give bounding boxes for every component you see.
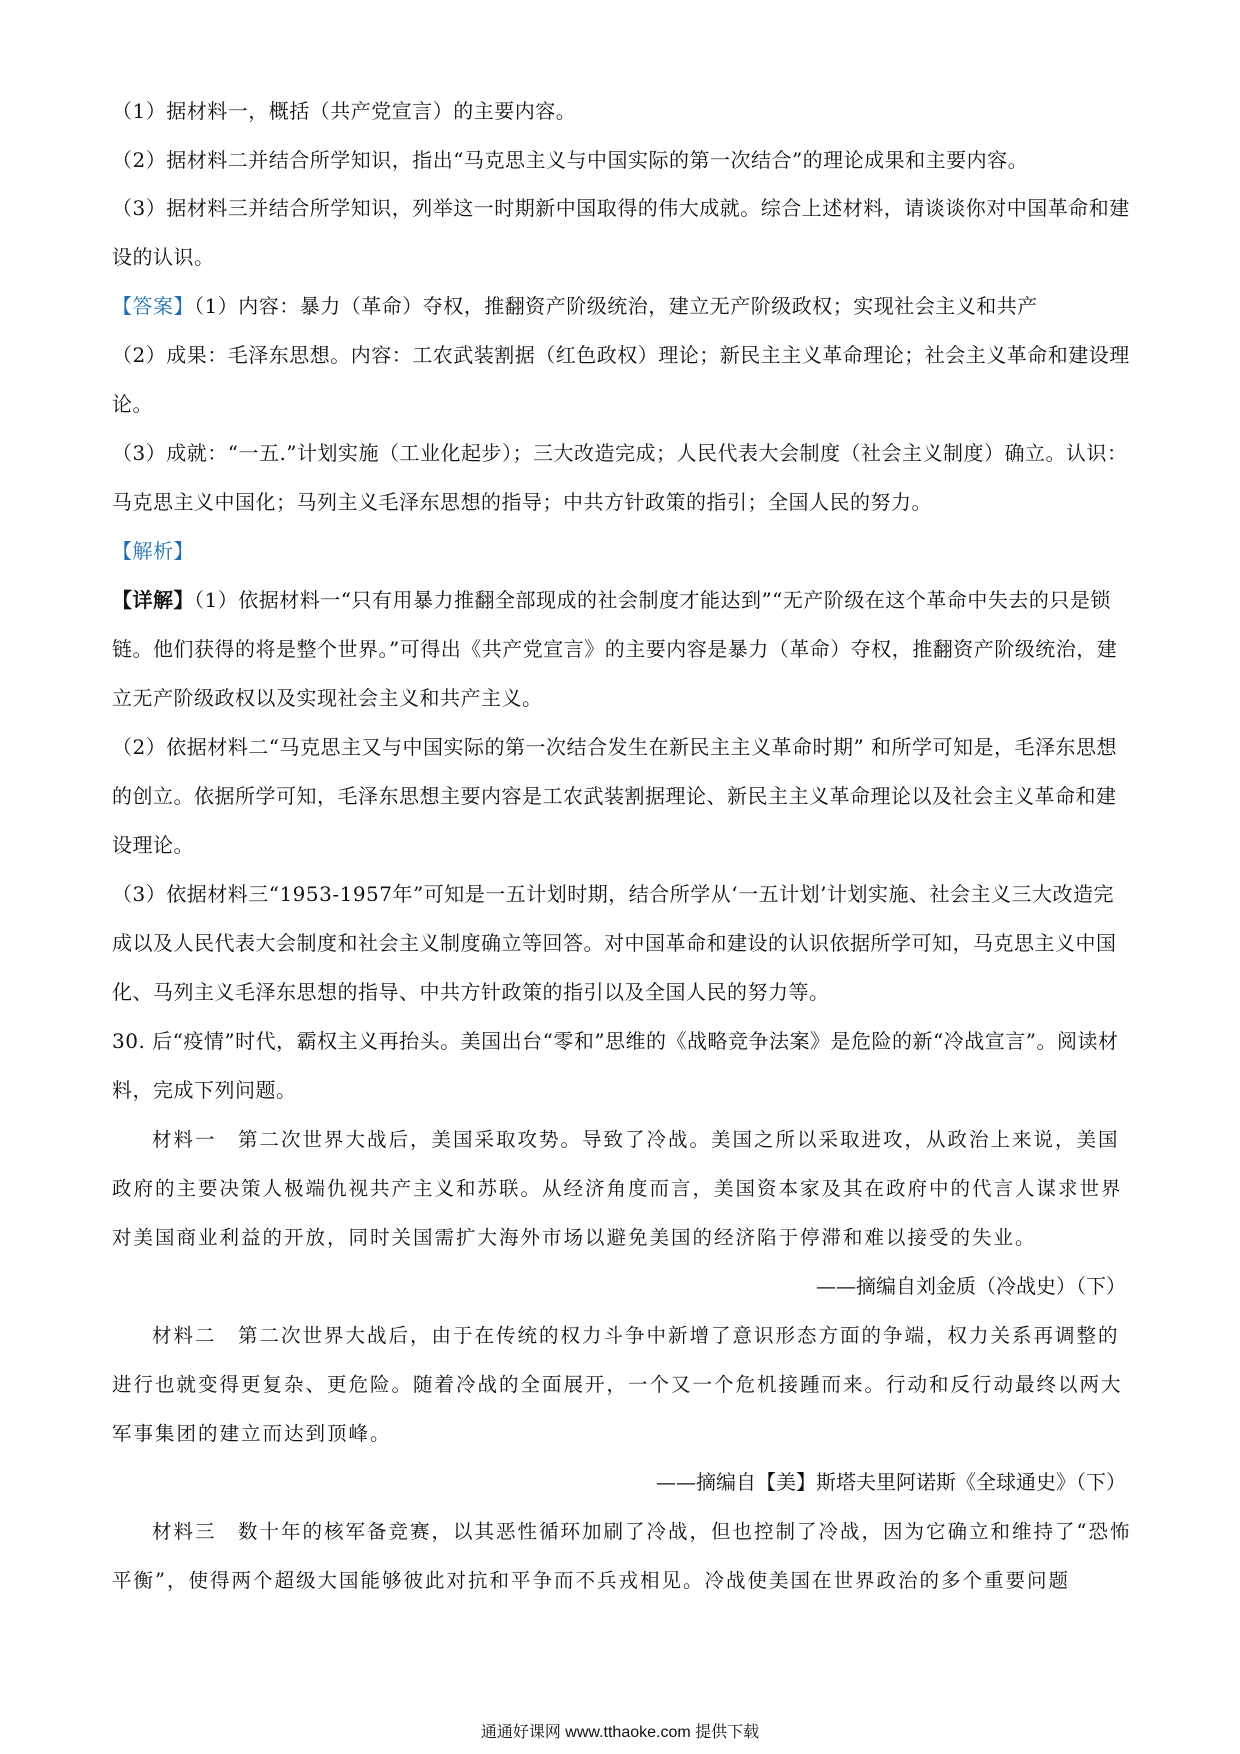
material-2: 材料二 第二次世界大战后，由于在传统的权力斗争中新增了意识形态方面的争端，权力关系再调整的进行也就变得更复杂、更危险。随着冷战的全面展开，一个又一个危机接踵而来。行动和反行动最终以两大军事集团的建立而达到顶峰。 xyxy=(112,1324,1123,1445)
analysis-tag xyxy=(112,527,1132,576)
source-1: ——摘编自刘金质（冷战史）（下） xyxy=(816,1274,1126,1298)
analysis-item-3: （3）依据材料三“1953-1957年”可知是一五计划时期，结合所学从‘一五计划’计划实施、社会主义三大改造完成以及人民代表大会制度和社会主义制度确立等回答。对中国革命和建设的认识依据所学可知，马克思主义中国化、马列主义毛泽东思想的指导、中共方针政策的指引以及全国人民的努力等。 xyxy=(112,882,1117,1004)
analysis-item-1 xyxy=(112,576,1132,723)
analysis-tag-label: 【解析】 xyxy=(112,539,194,563)
question-2: （2）据材料二并结合所学知识，指出“马克思主义与中国实际的第一次结合”的理论成果和主要内容。 xyxy=(112,148,1029,172)
analysis-item-2: （2）依据材料二“马克思主又与中国实际的第一次结合发生在新民主主义革命时期” 和所学可知是，毛泽东思想的创立。依据所学可知，毛泽东思想主要内容是工农武装割据理论、新民主主义革命理论以及社会主义革命和建设理论。 xyxy=(112,735,1118,857)
answer-item-1: （1）内容：暴力（革命）夺权，推翻资产阶级统治，建立无产阶级政权；实现社会主义和共产 xyxy=(194,294,1038,318)
source-2: ——摘编自【美】斯塔夫里阿诺斯《全球通史》（下） xyxy=(656,1470,1126,1494)
question-3: （3）据材料三并结合所学知识，列举这一时期新中国取得的伟大成就。综合上述材料，请谈谈你对中国革命和建设的认识。 xyxy=(112,196,1130,269)
detail-tag: 【详解】 xyxy=(112,588,194,612)
answer-block-1 xyxy=(112,282,1132,331)
answer-item-2: （2）成果：毛泽东思想。内容：工农武装割据（红色政权）理论；新民主主义革命理论；社会主义革命和建设理论。 xyxy=(112,343,1130,416)
page-footer: 通通好课网 www.tthaoke.com 提供下载 xyxy=(480,1724,760,1741)
question-1: （1）据材料一，概括（共产党宣言）的主要内容。 xyxy=(112,99,577,123)
document-page xyxy=(112,96,1132,1605)
material-1: 材料一 第二次世界大战后，美国采取攻势。导致了冷战。美国之所以采取进攻，从政治上来说，美国政府的主要决策人极端仇视共产主义和苏联。从经济角度而言，美国资本家及其在政府中的代言人谋求世界对美国商业利益的开放，同时关国需扩大海外市场以避免美国的经济陷于停滞和难以接受的失业。 xyxy=(112,1128,1123,1249)
analysis-item-1-text: （1）依据材料一“只有用暴力推翻全部现成的社会制度才能达到”“无产阶级在这个革命中失去的只是锁链。他们获得的将是整个世界。”可得出《共产党宣言》的主要内容是暴力（革命）夺权，推翻资产阶级统治，建立无产阶级政权以及实现社会主义和共产主义。 xyxy=(112,588,1118,710)
answer-item-3: （3）成就：“一五.”计划实施（工业化起步）；三大改造完成；人民代表大会制度（社会主义制度）确立。认识：马克思主义中国化；马列主义毛泽东思想的指导；中共方针政策的指引；全国人民的努力。 xyxy=(112,441,1128,514)
material-3: 材料三 数十年的核军备竞赛，以其恶性循环加刷了冷战，但也控制了冷战，因为它确立和维持了“恐怖平衡”，使得两个超级大国能够彼此对抗和平争而不兵戎相见。冷战使美国在世界政治的多个重要问题 xyxy=(112,1520,1132,1592)
answer-tag: 【答案】 xyxy=(112,294,194,318)
question-30-intro: 30. 后“疫情”时代，霸权主义再抬头。美国出台“零和”思维的《战略竞争法案》是危险的新“冷战宣言”。阅读材料，完成下列问题。 xyxy=(112,1029,1119,1102)
